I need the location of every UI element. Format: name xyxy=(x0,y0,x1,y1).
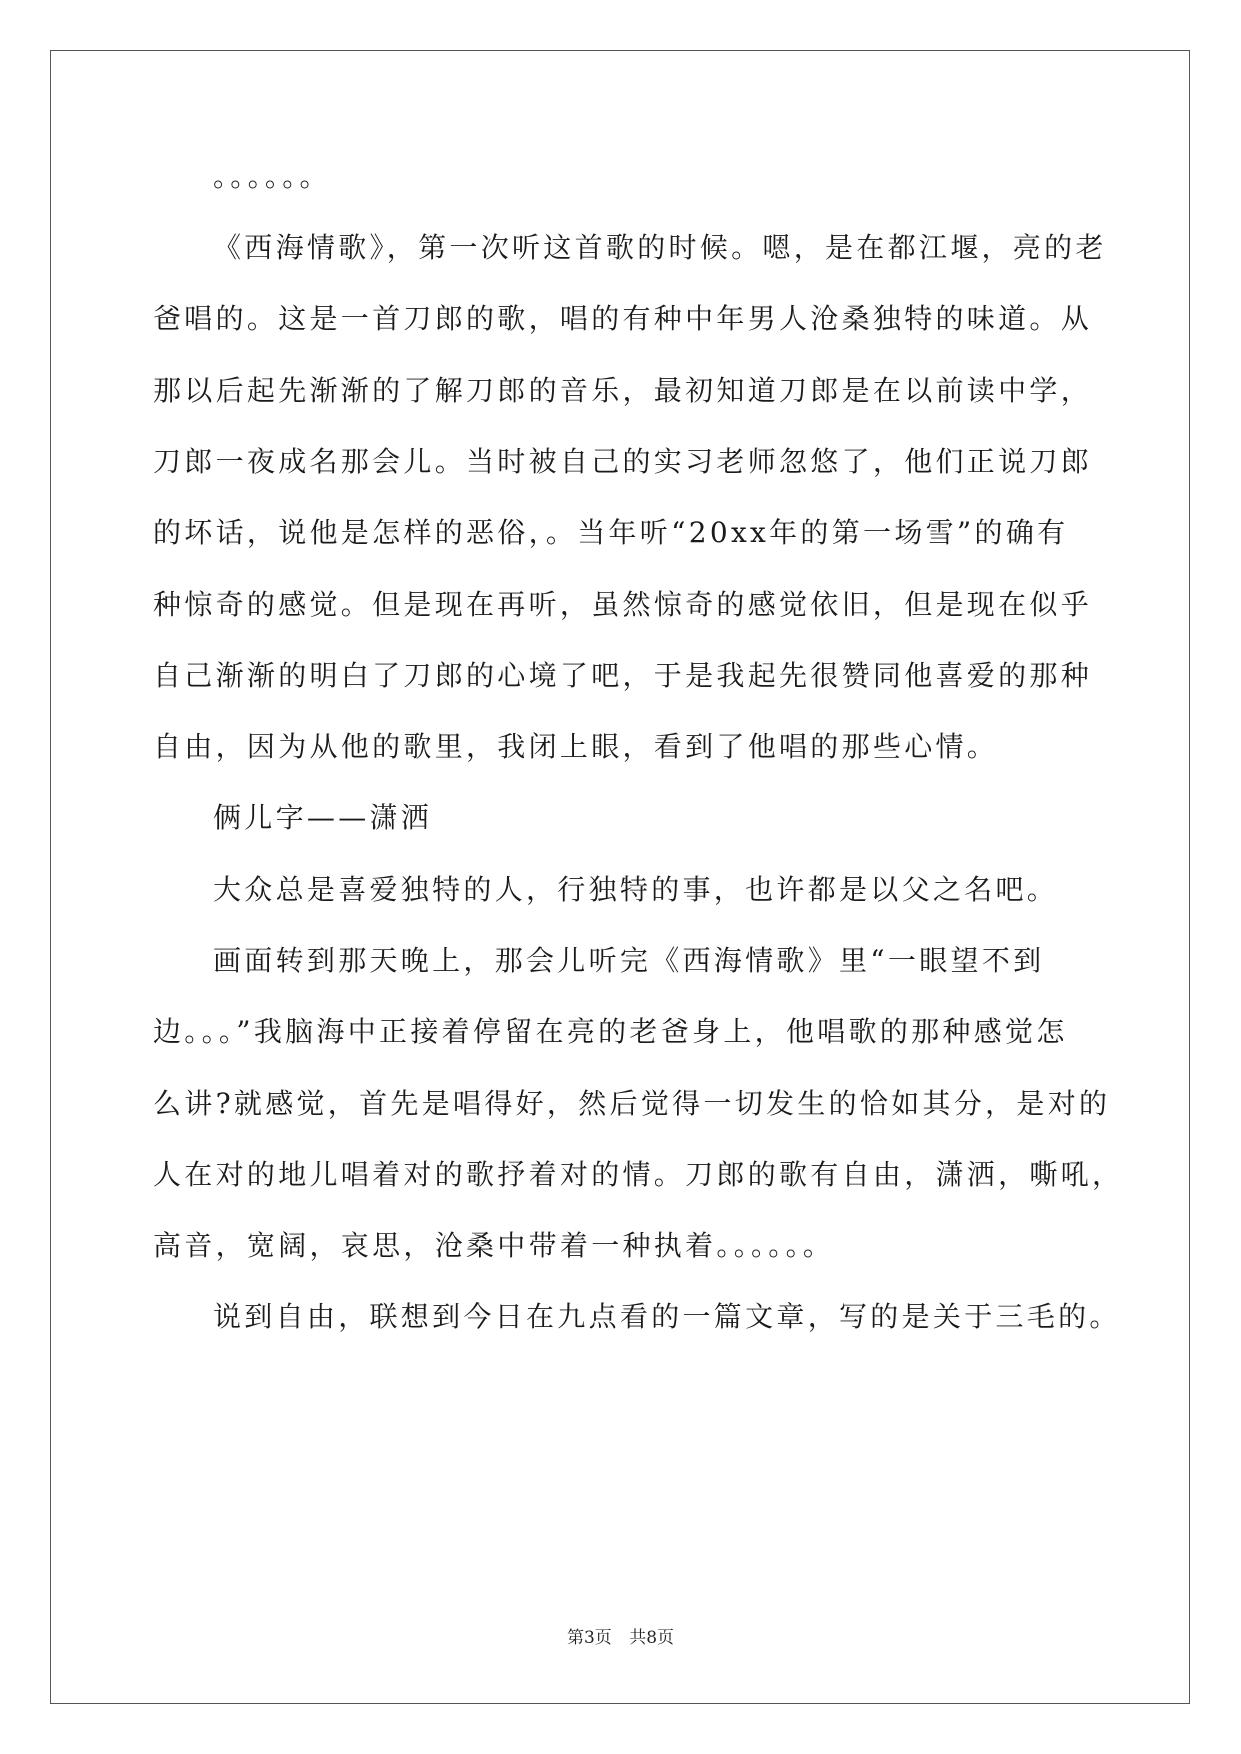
text-line: 大众总是喜爱独特的人，行独特的事，也许都是以父之名吧。 xyxy=(213,873,1059,906)
text-line: 自由，因为从他的歌里，我闭上眼，看到了他唱的那些心情。 xyxy=(153,730,999,763)
text-line: 种惊奇的感觉。但是现在再听，虽然惊奇的感觉依旧，但是现在似乎 xyxy=(153,588,1093,621)
section-heading: 俩儿字——潇洒 xyxy=(213,801,433,834)
text-line: 自己渐渐的明白了刀郎的心境了吧，于是我起先很赞同他喜爱的那种 xyxy=(153,659,1093,692)
text-line: 画面转到那天晚上，那会儿听完《西海情歌》里“一眼望不到 xyxy=(213,944,1045,977)
page-number: 第3页 xyxy=(566,1628,612,1648)
text-line: 《西海情歌》，第一次听这首歌的时候。嗯，是在都江堰，亮的老 xyxy=(213,231,1107,264)
text-line: 的坏话，说他是怎样的恶俗，。当年听“20xx年的第一场雪”的确有 xyxy=(153,516,1069,549)
text-line: 爸唱的。这是一首刀郎的歌，唱的有种中年男人沧桑独特的味道。从 xyxy=(153,302,1093,335)
page-total: 共8页 xyxy=(629,1628,675,1648)
text-line: 高音，宽阔，哀思，沧桑中带着一种执着。。。。。。 xyxy=(153,1229,835,1262)
text-line: 刀郎一夜成名那会儿。当时被自己的实习老师忽悠了，他们正说刀郎 xyxy=(153,445,1093,478)
text-line: 。。。。。。 xyxy=(213,160,331,193)
text-line: 边。。。”我脑海中正接着停留在亮的老爸身上，他唱歌的那种感觉怎 xyxy=(153,1015,1068,1048)
text-line: 么讲?就感觉，首先是唱得好，然后觉得一切发生的恰如其分，是对的 xyxy=(153,1087,1111,1120)
text-line: 那以后起先渐渐的了解刀郎的音乐，最初知道刀郎是在以前读中学， xyxy=(153,374,1093,407)
page-footer xyxy=(0,1623,1241,1648)
text-line: 人在对的地儿唱着对的歌抒着对的情。刀郎的歌有自由，潇洒，嘶吼， xyxy=(153,1158,1124,1191)
text-line: 说到自由，联想到今日在九点看的一篇文章，写的是关于三毛的。 xyxy=(213,1300,1121,1333)
